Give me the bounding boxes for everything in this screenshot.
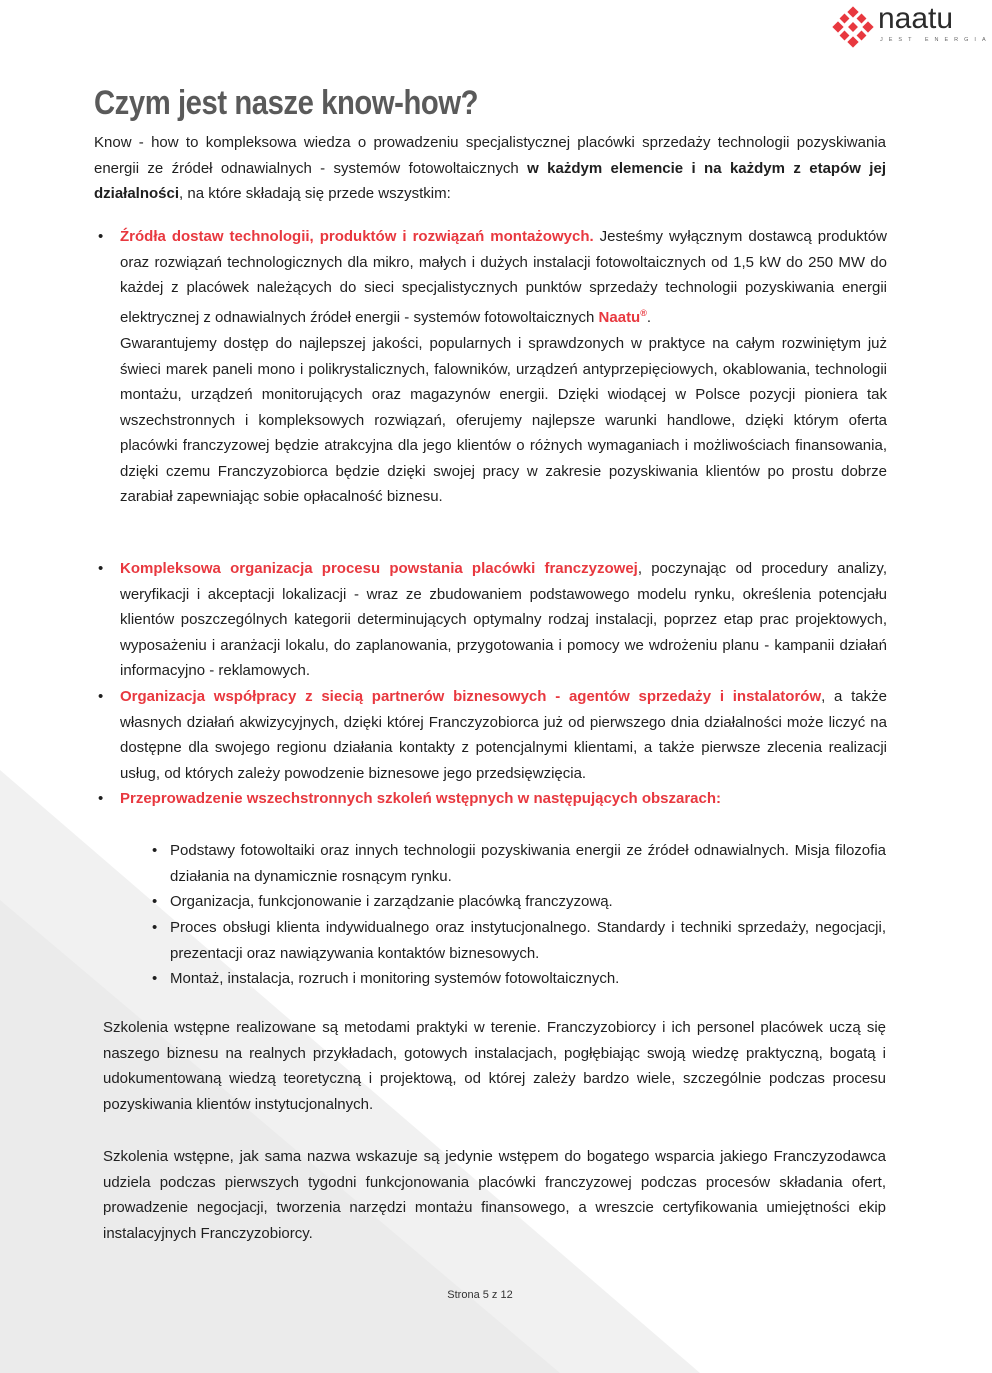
- list-item: [98, 556, 887, 684]
- bullet-heading: Kompleksowa organizacja procesu powstania placówki franczyzowej: [120, 560, 638, 577]
- sub-list-item: [152, 889, 886, 915]
- bullet-dot: •: [98, 228, 104, 245]
- bullet-heading: Źródła dostaw technologii, produktów i rozwiązań montażowych.: [120, 228, 594, 245]
- sub-bullet-text: Montaż, instalacja, rozruch i monitoring systemów fotowoltaicznych.: [170, 970, 620, 987]
- list-item: [98, 684, 887, 786]
- bullet-text-end: .: [646, 308, 652, 326]
- intro-text: Know - how to kompleksowa wiedza o prowadzeniu specjalistycznej placówki sprzedaży technologii pozyskiwania energii ze źródeł odnawialnych - systemów fotowoltaicznych: [94, 134, 886, 177]
- bullet-heading: Przeprowadzenie wszechstronnych szkoleń wstępnych w następujących obszarach:: [120, 790, 722, 807]
- bullet-text: Jesteśmy wyłącznym dostawcą produktów oraz rozwiązań technologicznych dla mikro, małych i dużych instalacji fotowoltaicznych od 1,5 kW do 250 MW do każdej z placówek należących do sieci specjalistycznych punktów sprzedaży technologii pozyskiwania energii elektrycznej z odnawialnych źródeł energii - systemów fotowoltaicznych: [120, 228, 888, 326]
- list-item: [98, 224, 888, 510]
- logo-tagline: JEST ENERGIA: [880, 37, 992, 43]
- body-paragraph: Szkolenia wstępne realizowane są metodami praktyki w terenie. Franczyzobiorcy i ich personel placówek uczą się naszego biznesu na realnych przykładach, gotowych instalacjach, pogłębiając swoją wiedzę praktyczną, bogatą i udokumentowaną wiedzą teoretyczną i projektową, od której zależy bardzo wiele, szczególnie podczas procesu pozyskiwania klientów instytucjonalnych.: [103, 1019, 886, 1113]
- body-paragraph: Szkolenia wstępne, jak sama nazwa wskazuje są jedynie wstępem do bogatego wsparcia jakiego Franczyzodawca udziela podczas pierwszych tygodni funkcjonowania placówki franczyzowej podczas procesów składania ofert, prowadzenie negocjacji, tworzenia narzędzi montażu finansowego, a wreszcie certyfikowania umiejętności ekip instalacyjnych Franczyzobiorcy.: [103, 1148, 886, 1242]
- bullet-text-continued: Gwarantujemy dostęp do najlepszej jakości, popularnych i sprawdzonych w praktyce na całym rozwiniętym już świeci marek paneli mono i polikrystalicznych, falowników, urządzeń antyprzepięciowych, okablowania, technologii montażu, urządzeń monitorujących oraz magazynów energii. Dzięki wiodącej w Polsce pozycji pioniera tak wszechstronnych i kompleksowych rozwiązań, oferujemy najlepsze warunki handlowe, dzięki którym oferta placówki franczyzowej będzie atrakcyjna dla jego klientów o różnych wymaganiach i możliwościach finansowania, dzięki czemu Franczyzobiorca będzie dzięki swojej pracy w zakresie pozyskiwania klientów po prostu dobrze zarabiał zapewniając sobie opłacalność biznesu.: [120, 335, 887, 505]
- intro-paragraph: [94, 130, 886, 207]
- bullet-text: , poczynając od procedury analizy, weryfikacji i akceptacji lokalizacji - wraz ze zbudowaniem podstawowego modelu rynku, określenia potencjału klientów poszczególnych kategorii determinujących optymalny rodzaj instalacji, poprzez etap prac projektowych, wyposażeniu i aranżacji lokalu, do zaplanowania, przygotowania i pomocy we wdrożeniu planu - kampanii działań informacyjno - reklamowych.: [120, 560, 887, 679]
- naatu-logo: [832, 2, 992, 50]
- sub-bullet-text: Organizacja, funkcjonowanie i zarządzanie placówką franczyzową.: [170, 893, 613, 910]
- logo-mark-icon: [832, 6, 874, 48]
- registered-mark: ®: [640, 307, 647, 318]
- bullet-dot: •: [98, 790, 104, 807]
- page-number: Strona 5 z 12: [447, 1289, 513, 1301]
- intro-bold: w każdym elemencie i na każdym z etapów jej działalności: [94, 159, 886, 202]
- bullet-dot: •: [152, 919, 158, 936]
- sub-bullet-text: Proces obsługi klienta indywidualnego oraz instytucjonalnego. Standardy i techniki sprzedaży, negocjacji, prezentacji oraz nawiązywania kontaktów biznesowych.: [170, 919, 886, 962]
- bullet-dot: •: [152, 893, 158, 910]
- brand-name: Naatu: [598, 308, 641, 326]
- bullet-text: , a także własnych działań akwizycyjnych, dzięki której Franczyzobiorca już od pierwszego dnia działalności może liczyć na dostępne dla swojego regionu działania kontakty z potencjalnymi klientami, a także pierwsze zlecenia realizacji usług, od których zależy powodzenie biznesowe jego przedsięwzięcia.: [120, 688, 887, 782]
- bullet-dot: •: [98, 560, 104, 577]
- sub-list-item: [152, 966, 886, 992]
- logo-wordmark: naatu: [878, 2, 954, 35]
- bullet-dot: •: [152, 842, 158, 859]
- bullet-dot: •: [152, 970, 158, 987]
- intro-text-end: , na które składają się przede wszystkim:: [179, 185, 451, 202]
- sub-list-item: [152, 838, 886, 889]
- list-item: [98, 786, 887, 812]
- bullet-heading: Organizacja współpracy z siecią partnerów biznesowych - agentów sprzedaży i instalatorów: [120, 688, 822, 705]
- sub-bullet-text: Podstawy fotowoltaiki oraz innych technologii pozyskiwania energii ze źródeł odnawialnych. Misja filozofia działania na dynamicznie rosnącym rynku.: [170, 842, 886, 885]
- bullet-dot: •: [98, 688, 104, 705]
- sub-list-item: [152, 915, 886, 966]
- page-title: Czym jest nasze know-how?: [94, 84, 479, 122]
